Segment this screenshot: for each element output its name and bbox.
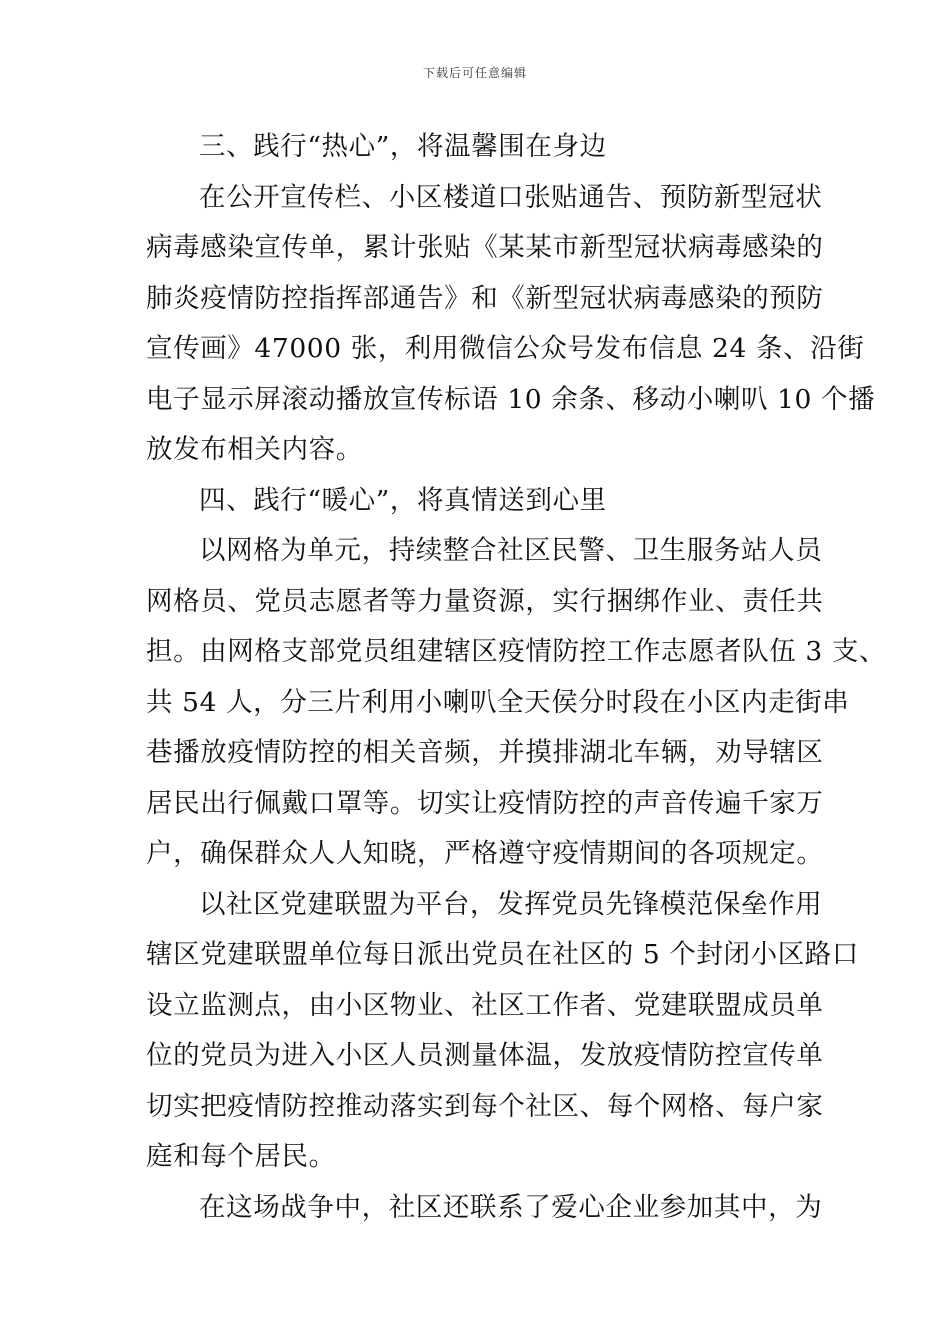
paragraph-line: 在这场战争中，社区还联系了爱心企业参加其中，为: [199, 1191, 823, 1223]
paragraph-line: 担。由网格支部党员组建辖区疫情防控工作志愿者队伍 3 支、: [146, 636, 887, 667]
paragraph-line: 巷播放疫情防控的相关音频，并摸排湖北车辆，劝导辖区: [146, 737, 824, 768]
paragraph-line: 切实把疫情防控推动落实到每个社区、每个网格、每户家: [146, 1090, 824, 1122]
document-body: [146, 122, 887, 1233]
paragraph: [146, 526, 887, 880]
paragraph-line: 网格员、党员志愿者等力量资源，实行捆绑作业、责任共: [146, 585, 824, 617]
paragraph-line: 庭和每个居民。: [146, 1141, 336, 1172]
paragraph: [146, 880, 860, 1183]
paragraph-line: 辖区党建联盟单位每日派出党员在社区的 5 个封闭小区路口: [146, 939, 860, 970]
section-heading: 三、践行“热心”，将温馨围在身边: [199, 131, 607, 162]
paragraph-line: 病毒感染宣传单，累计张贴《某某市新型冠状病毒感染的: [146, 232, 824, 263]
header-note: 下载后可任意编辑: [422, 66, 527, 80]
paragraph-line: 位的党员为进入小区人员测量体温，发放疫情防控宣传单: [146, 1040, 824, 1071]
paragraph: [146, 173, 876, 476]
paragraph-line: 放发布相关内容。: [146, 434, 363, 465]
paragraph-line: 肺炎疫情防控指挥部通告》和《新型冠状病毒感染的预防: [146, 282, 824, 314]
paragraph-line: 电子显示屏滚动播放宣传标语 10 余条、移动小喇叭 10 个播: [146, 383, 876, 415]
section-heading: 四、践行“暖心”，将真情送到心里: [199, 484, 607, 516]
paragraph-line: 设立监测点，由小区物业、社区工作者、党建联盟成员单: [146, 989, 824, 1021]
paragraph-line: 居民出行佩戴口罩等。切实让疫情防控的声音传遍千家万: [146, 787, 824, 819]
paragraph-line: 宣传画》47000 张，利用微信公众号发布信息 24 条、沿街: [146, 333, 865, 364]
paragraph: [146, 1183, 823, 1234]
paragraph-line: 以网格为单元，持续整合社区民警、卫生服务站人员: [199, 535, 823, 566]
paragraph-line: 以社区党建联盟为平台，发挥党员先锋模范保垒作用: [199, 888, 823, 920]
paragraph-line: 户，确保群众人人知晓，严格遵守疫情期间的各项规定。: [146, 838, 824, 869]
paragraph-line: 共 54 人，分三片利用小喇叭全天侯分时段在小区内走街串: [146, 686, 850, 718]
paragraph-line: 在公开宣传栏、小区楼道口张贴通告、预防新型冠状: [199, 181, 823, 213]
